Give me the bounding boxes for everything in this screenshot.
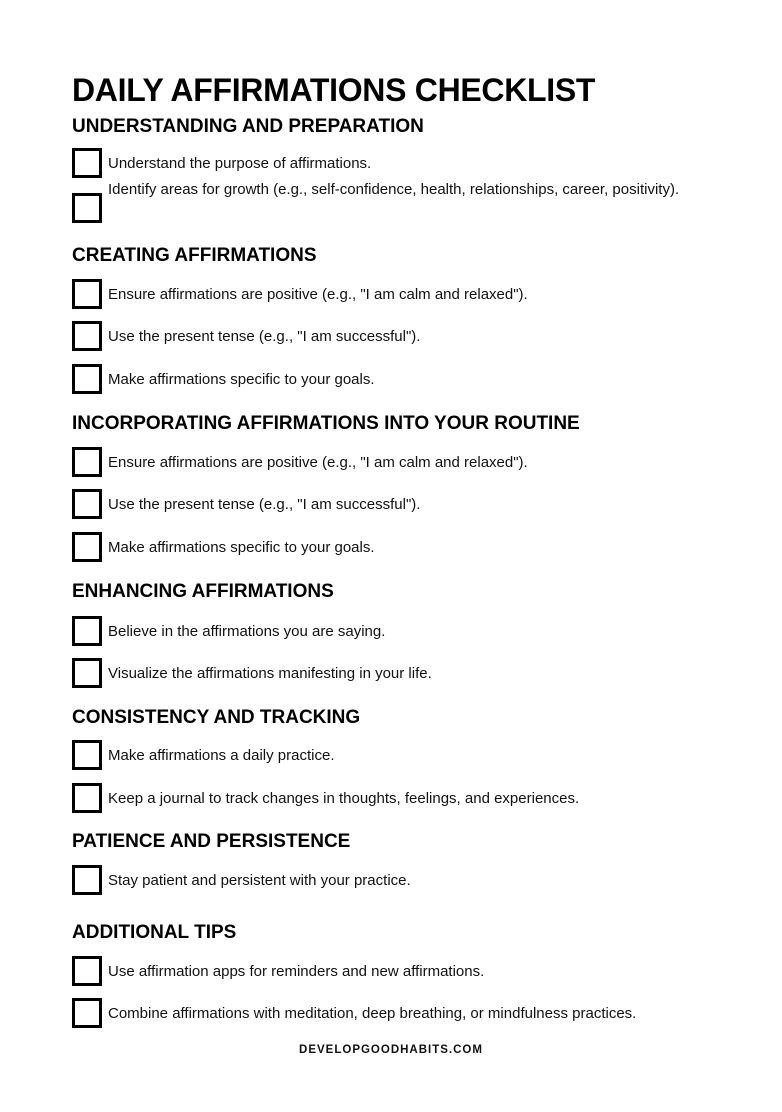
checkbox[interactable]: [72, 489, 102, 519]
checklist-item-label: Use the present tense (e.g., "I am successful").: [108, 496, 421, 513]
checkbox[interactable]: [72, 193, 102, 223]
checkbox[interactable]: [72, 740, 102, 770]
checkbox[interactable]: [72, 279, 102, 309]
section-heading-understanding: UNDERSTANDING AND PREPARATION: [72, 116, 424, 137]
checklist-item-label: Make affirmations specific to your goals.: [108, 371, 375, 388]
checklist-item: [72, 181, 722, 230]
checklist-item-label: Keep a journal to track changes in thoughts, feelings, and experiences.: [108, 790, 580, 807]
checklist-item-label: Use the present tense (e.g., "I am successful").: [108, 328, 421, 345]
checklist-item: [72, 865, 722, 897]
checklist-item-label: Use affirmation apps for reminders and new affirmations.: [108, 963, 485, 980]
checklist-item-label: Ensure affirmations are positive (e.g., "I am calm and relaxed").: [108, 454, 528, 471]
section-heading-creating: CREATING AFFIRMATIONS: [72, 245, 317, 266]
section-heading-incorporating: INCORPORATING AFFIRMATIONS INTO YOUR ROUTINE: [72, 413, 580, 434]
checklist-item-label: Identify areas for growth (e.g., self-confidence, health, relationships, career, positivity).: [108, 181, 680, 198]
checklist-item: [72, 998, 722, 1030]
checklist-item: [72, 489, 722, 521]
checkbox[interactable]: [72, 956, 102, 986]
checkbox[interactable]: [72, 616, 102, 646]
checklist-item-label: Visualize the affirmations manifesting in your life.: [108, 665, 432, 682]
checkbox[interactable]: [72, 783, 102, 813]
checklist-item: [72, 740, 722, 772]
checklist-item-label: Stay patient and persistent with your practice.: [108, 872, 411, 889]
checklist-item: [72, 321, 722, 353]
checkbox[interactable]: [72, 998, 102, 1028]
checklist-item: [72, 783, 722, 815]
checkbox[interactable]: [72, 865, 102, 895]
checklist-item-label: Combine affirmations with meditation, deep breathing, or mindfulness practices.: [108, 1005, 637, 1022]
checklist-item: [72, 658, 722, 690]
checklist-item: [72, 279, 722, 311]
checklist-item: [72, 447, 722, 479]
checkbox[interactable]: [72, 447, 102, 477]
checkbox[interactable]: [72, 658, 102, 688]
checklist-item: [72, 364, 722, 396]
checklist-item-label: Make affirmations a daily practice.: [108, 747, 335, 764]
checklist-item-label: Make affirmations specific to your goals.: [108, 539, 375, 556]
section-heading-patience: PATIENCE AND PERSISTENCE: [72, 831, 351, 852]
checkbox[interactable]: [72, 321, 102, 351]
checklist-item: [72, 532, 722, 564]
section-heading-consistency: CONSISTENCY AND TRACKING: [72, 707, 361, 728]
checklist-item-label: Believe in the affirmations you are saying.: [108, 623, 386, 640]
footer-website: DEVELOPGOODHABITS.COM: [299, 1044, 483, 1056]
checklist-item-label: Understand the purpose of affirmations.: [108, 155, 372, 172]
page-title: DAILY AFFIRMATIONS CHECKLIST: [72, 72, 596, 108]
checkbox[interactable]: [72, 148, 102, 178]
checkbox[interactable]: [72, 364, 102, 394]
section-heading-enhancing: ENHANCING AFFIRMATIONS: [72, 581, 334, 602]
checkbox[interactable]: [72, 532, 102, 562]
checklist-item: [72, 956, 722, 988]
section-heading-additional-tips: ADDITIONAL TIPS: [72, 922, 237, 943]
checklist-item: [72, 616, 722, 648]
checklist-item-label: Ensure affirmations are positive (e.g., "I am calm and relaxed").: [108, 286, 528, 303]
checklist-item: [72, 148, 722, 180]
